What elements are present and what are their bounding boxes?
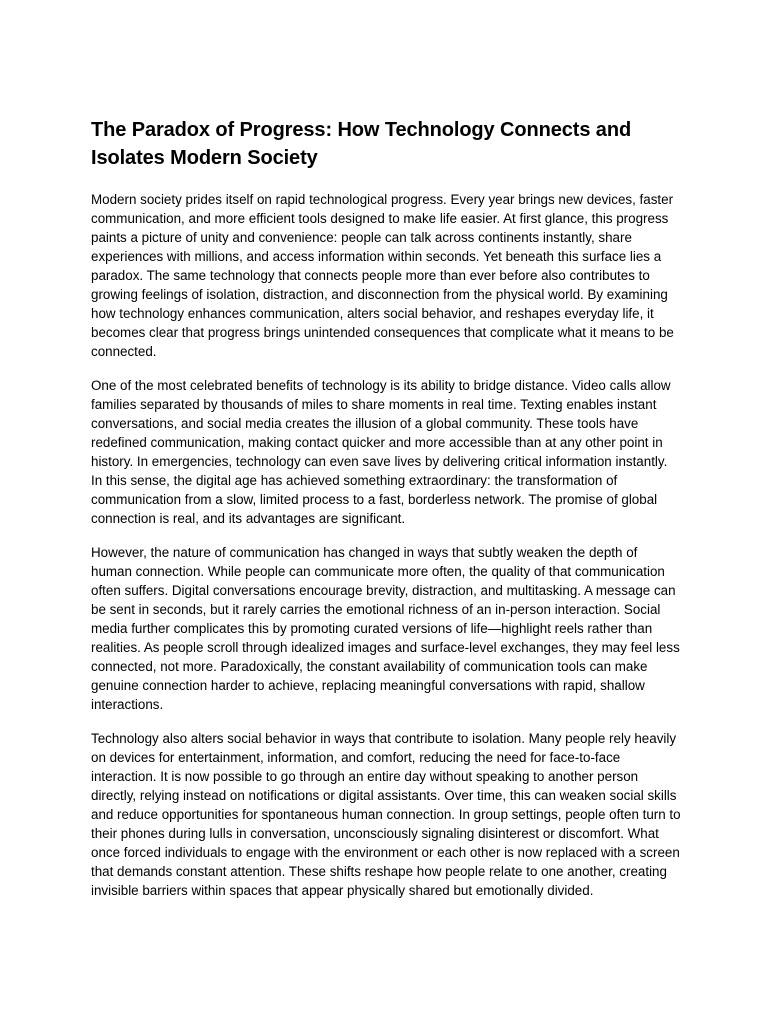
document-title: The Paradox of Progress: How Technology Connects and Isolates Modern Society [91,119,632,169]
paragraph-weakened-connection: However, the nature of communication has changed in ways that subtly weaken the depth of human connection. While people can communicate more often, the quality of that communication often suffers. Digital conversations encourage brevity, distraction, and multitasking. A message can be sent in seconds, but it rarely carries the emotional richness of an in-person interaction. Social media further complicates this by promoting curated versions of life—highlight reels rather than realities. As people scroll through idealized images and surface-level exchanges, they may feel less connected, not more. Paradoxically, the constant availability of communication tools can make genuine connection harder to achieve, replacing meaningful conversations with rapid, shallow interactions. [91,545,680,712]
document-page [91,116,681,915]
paragraph-bridge-distance: One of the most celebrated benefits of technology is its ability to bridge distance. Video calls allow families separated by thousands of miles to share moments in real time. Texting enables instant conversations, and social media creates the illusion of a global community. These tools have redefined communication, making contact quicker and more accessible than at any other point in history. In emergencies, technology can even save lives by delivering critical information instantly. In this sense, the digital age has achieved something extraordinary: the transformation of communication from a slow, limited process to a fast, borderless network. The promise of global connection is real, and its advantages are significant. [91,378,671,526]
paragraph-intro: Modern society prides itself on rapid technological progress. Every year brings new devices, faster communication, and more efficient tools designed to make life easier. At first glance, this progress paints a picture of unity and convenience: people can talk across continents instantly, share experiences with millions, and access information within seconds. Yet beneath this surface lies a paradox. The same technology that connects people more than ever before also contributes to growing feelings of isolation, distraction, and disconnection from the physical world. By examining how technology enhances communication, alters social behavior, and reshapes everyday life, it becomes clear that progress brings unintended consequences that complicate what it means to be connected. [91,192,674,359]
paragraph-social-behavior: Technology also alters social behavior in ways that contribute to isolation. Many people rely heavily on devices for entertainment, information, and comfort, reducing the need for face-to-face interaction. It is now possible to go through an entire day without speaking to another person directly, relying instead on notifications or digital assistants. Over time, this can weaken social skills and reduce opportunities for spontaneous human connection. In group settings, people often turn to their phones during lulls in conversation, unconsciously signaling disinterest or discomfort. What once forced individuals to engage with the environment or each other is now replaced with a screen that demands constant attention. These shifts reshape how people relate to one another, creating invisible barriers within spaces that appear physically shared but emotionally divided. [91,731,681,898]
